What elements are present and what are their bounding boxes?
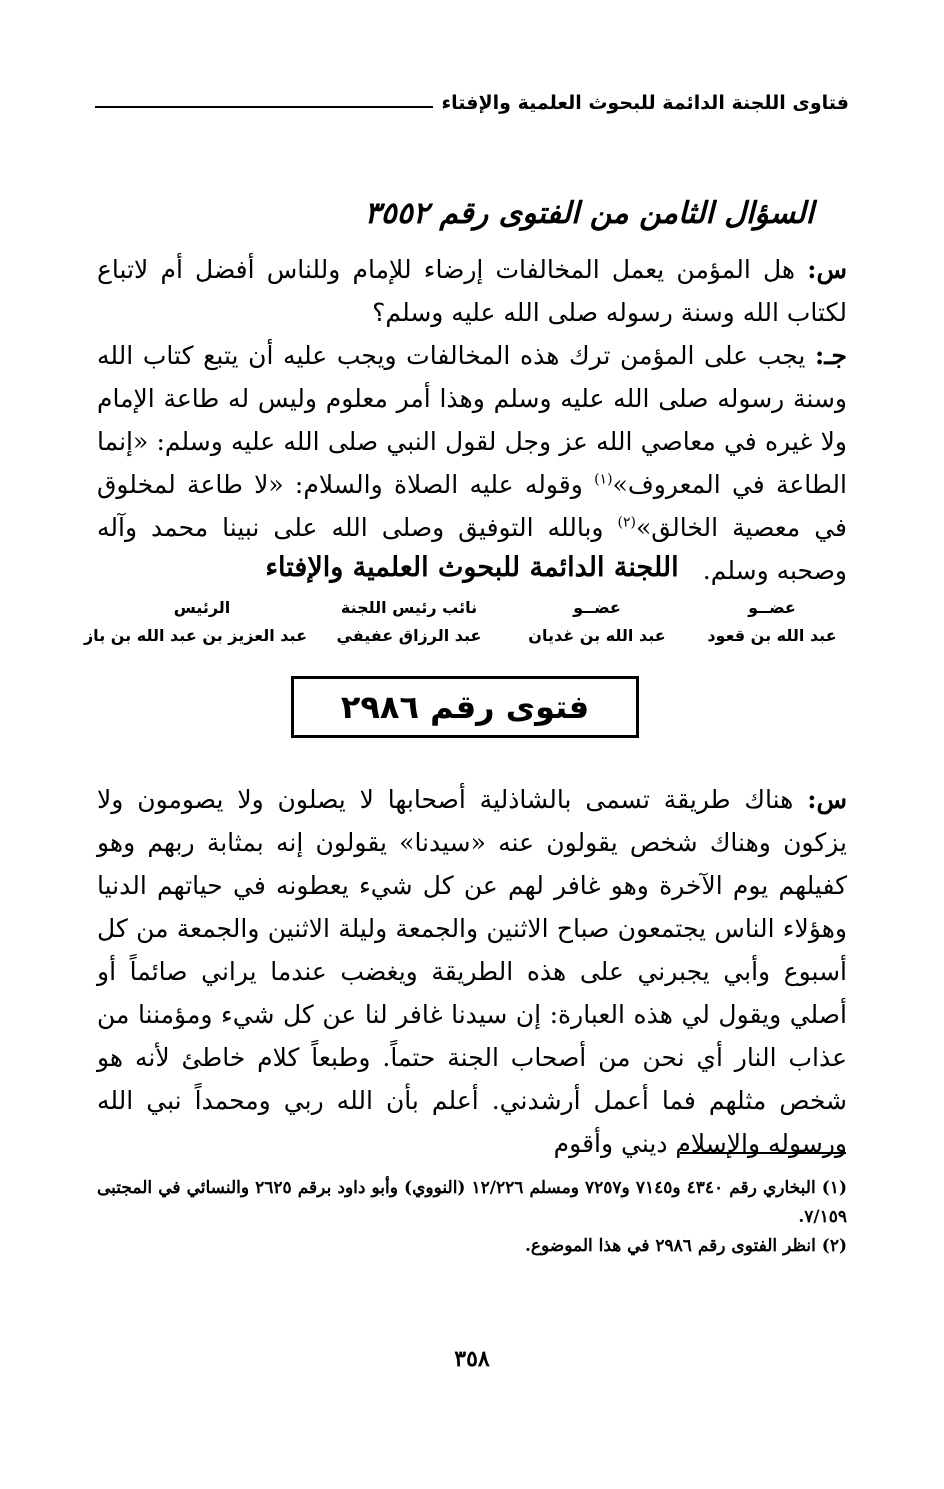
footnotes (97, 1174, 847, 1261)
signatures (83, 594, 847, 654)
answer-text-1: يجب على المؤمن ترك هذه المخالفات ويجب عليه أن يتبع كتاب الله وسنة رسوله صلى الله عليه وسلم وهذا أمر معلوم وليس له طاعة الإمام ولا غيره في معاصي الله عز وجل لقول النبي صلى الله عليه وسلم: «إنما الطاعة في المعروف» (97, 341, 847, 499)
fatwa-question-paragraph (97, 778, 847, 1165)
signatory-role: الرئيس (173, 598, 231, 617)
fatwa-number-title: فتوى رقم ٢٩٨٦ (340, 688, 590, 726)
signatory-role: عضــو (748, 598, 796, 617)
question-title: السؤال الثامن من الفتوى رقم ٣٥٥٢ (364, 196, 814, 231)
running-header (95, 84, 849, 114)
signatory-name: عبد الله بن قعود (707, 626, 837, 645)
committee-name: اللجنة الدائمة للبحوث العلمية والإفتاء (265, 552, 679, 583)
question-block (97, 248, 847, 592)
footnote-1: (١) البخاري رقم ٤٣٤٠ و٧١٤٥ و٧٢٥٧ ومسلم ١٢/٢٢٦ (النووي) وأبو داود برقم ٢٦٢٥ والنسائي في المجتبى ٧/١٥٩. (97, 1178, 847, 1227)
signatory-name: عبد الرزاق عفيفي (336, 626, 482, 645)
answer-label: جـ: (814, 341, 847, 370)
question-paragraph (97, 248, 847, 334)
signatory-name: عبد العزيز بن عبد الله بن باز (83, 626, 307, 645)
question-label: س: (807, 255, 847, 284)
signatory-president (83, 594, 307, 650)
fatwa-question-label: س: (807, 785, 847, 814)
signatory-role: عضــو (573, 598, 621, 617)
signatory-vice-president (329, 594, 489, 650)
header-rule (95, 106, 433, 108)
footnote-ref-1[interactable]: (١) (594, 471, 613, 488)
running-title: فتاوى اللجنة الدائمة للبحوث العلمية والإفتاء (441, 92, 849, 114)
answer-text-3: وبالله التوفيق وصلى الله على نبينا محمد وآله وصحبه وسلم. (97, 513, 847, 585)
signatory-name: عبد الله بن غديان (528, 626, 666, 645)
question-text: هل المؤمن يعمل المخالفات إرضاء للإمام وللناس أفضل أم لاتباع لكتاب الله وسنة رسوله صلى الله عليه وسلم؟ (97, 255, 847, 327)
footnote-ref-2[interactable]: (٢) (617, 514, 637, 531)
signatory-role: نائب رئيس اللجنة (340, 598, 478, 617)
signatory-member-2 (697, 594, 847, 650)
fatwa-number-box (291, 676, 639, 738)
footnote-2: (٢) انظر الفتوى رقم ٢٩٨٦ في هذا الموضوع. (524, 1236, 847, 1256)
footnote-rule (680, 1152, 846, 1154)
fatwa-question-block (97, 778, 847, 1165)
answer-text-2: وقوله عليه الصلاة والسلام: «لا طاعة لمخلوق في معصية الخالق» (97, 470, 848, 542)
fatwa-question-text: هناك طريقة تسمى بالشاذلية أصحابها لا يصلون ولا يصومون ولا يزكون وهناك شخص يقولون عنه «سيدنا» يقولون إنه بمثابة ربهم وهو كفيلهم يوم الآخرة وهو غافر لهم عن كل شيء يعطونه في حياتهم الدنيا وهؤلاء الناس يجتمعون صباح الاثنين والجمعة وليلة الاثنين والجمعة من كل أسبوع وأبي يجبرني على هذه الطريقة ويغضب عندما يراني صائماً أو أصلي ويقول لي هذه العبارة: إن سيدنا غافر لنا عن كل شيء ومؤمننا من عذاب النار أي نحن من أصحاب الجنة حتماً. وطبعاً كلام خاطئ لأنه هو شخص مثلهم فما أعمل أرشدني. أعلم بأن الله ربي ومحمداً نبي الله ورسوله والإسلام ديني وأقوم (97, 785, 847, 1158)
signatory-member-1 (517, 594, 677, 650)
page-number: ٣٥٨ (454, 1346, 490, 1372)
